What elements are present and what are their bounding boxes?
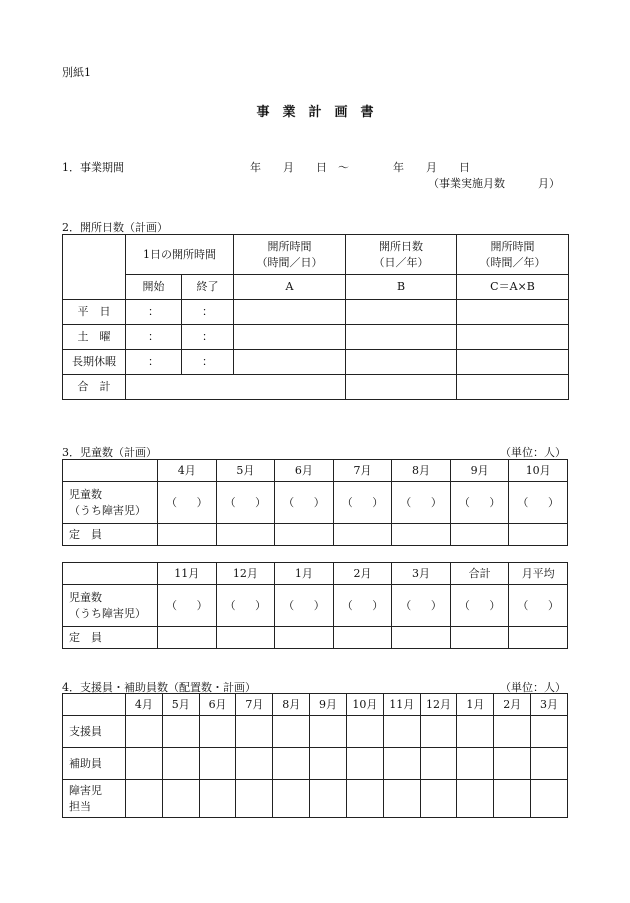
month-header: 10月 [509, 460, 568, 482]
col-b-letter: B [346, 275, 457, 300]
paren-close: ） [489, 495, 501, 509]
children-line2: （うち障害児） [69, 503, 146, 517]
month-header: 11月 [158, 563, 217, 585]
paren-close: ） [548, 598, 559, 612]
input-cell[interactable] [310, 780, 347, 818]
input-cell[interactable] [199, 780, 236, 818]
total-label: 合 計 [63, 375, 126, 400]
disability-label [63, 780, 126, 818]
month-header: 7月 [236, 694, 273, 716]
paren-open: （ [400, 598, 412, 612]
col-a-line2: （時間／日） [256, 255, 323, 269]
table-row [63, 350, 569, 375]
attachment-label: 別紙1 [62, 66, 91, 79]
paren-close: ） [372, 495, 384, 509]
children-line1: 児童数 [69, 590, 102, 604]
input-cell[interactable] [346, 780, 383, 818]
input-cell[interactable] [346, 716, 383, 748]
row-label: 平 日 [63, 300, 126, 325]
month-header: 7月 [333, 460, 392, 482]
input-cell[interactable] [310, 716, 347, 748]
end-header: 終了 [182, 275, 234, 300]
paren-cell[interactable] [392, 585, 451, 627]
table-row [63, 375, 569, 400]
input-cell[interactable] [333, 627, 392, 649]
start-cell[interactable]: ： [126, 325, 182, 350]
paren-open: （ [517, 598, 529, 612]
table-row [63, 524, 568, 546]
paren-cell[interactable] [509, 482, 568, 524]
paren-close: ） [255, 598, 267, 612]
input-cell[interactable] [216, 524, 275, 546]
paren-open: （ [458, 495, 470, 509]
input-cell[interactable] [162, 716, 199, 748]
section2-heading: 2．開所日数（計画） [62, 221, 168, 234]
paren-open: （ [341, 598, 353, 612]
start-cell[interactable]: ： [126, 300, 182, 325]
month-header: 9月 [450, 460, 509, 482]
input-cell[interactable] [346, 350, 457, 375]
input-cell[interactable] [457, 350, 569, 375]
month-header: 2月 [333, 563, 392, 585]
table-row [63, 300, 569, 325]
table-row [63, 325, 569, 350]
paren-open: （ [283, 598, 295, 612]
table-row [63, 716, 568, 748]
paren-cell[interactable] [392, 482, 451, 524]
paren-close: ） [196, 495, 208, 509]
input-cell[interactable] [509, 627, 568, 649]
period-line: 年 月 日 ～ 年 月 日 [250, 161, 470, 174]
corner-cell [63, 694, 126, 716]
input-cell[interactable] [420, 716, 457, 748]
section4-heading: 4．支援員・補助員数（配置数・計画） [62, 681, 256, 694]
paren-close: ） [196, 598, 208, 612]
paren-cell[interactable] [158, 482, 217, 524]
month-header: 10月 [346, 694, 383, 716]
input-cell[interactable] [383, 780, 420, 818]
month-header: 9月 [310, 694, 347, 716]
children-line1: 児童数 [69, 487, 102, 501]
section3-unit: （単位：人） [500, 446, 566, 459]
input-cell[interactable] [273, 748, 310, 780]
paren-open: （ [224, 495, 236, 509]
month-header: 3月 [392, 563, 451, 585]
children-line2: （うち障害児） [69, 606, 146, 620]
input-cell[interactable] [346, 325, 457, 350]
paren-open: （ [166, 495, 177, 509]
corner-cell [63, 235, 126, 300]
col-c-header [457, 235, 569, 275]
month-header: 1月 [457, 694, 494, 716]
section1-heading: 1．事業期間 [62, 161, 124, 174]
input-cell[interactable] [275, 524, 334, 546]
table-row [63, 780, 568, 818]
input-cell[interactable] [273, 780, 310, 818]
input-cell[interactable] [216, 627, 275, 649]
assistant-label: 補助員 [63, 748, 126, 780]
paren-close: ） [313, 598, 325, 612]
row-label: 土 曜 [63, 325, 126, 350]
input-cell[interactable] [457, 748, 494, 780]
month-header: 12月 [420, 694, 457, 716]
input-cell[interactable] [494, 716, 531, 748]
input-cell[interactable] [383, 748, 420, 780]
table-row [63, 748, 568, 780]
input-cell[interactable] [346, 748, 383, 780]
paren-close: ） [313, 495, 325, 509]
paren-cell[interactable] [216, 585, 275, 627]
month-header: 6月 [199, 694, 236, 716]
month-header: 6月 [275, 460, 334, 482]
input-cell[interactable] [494, 748, 531, 780]
input-cell[interactable] [420, 780, 457, 818]
input-cell[interactable] [457, 325, 569, 350]
section4-unit: （単位：人） [500, 681, 566, 694]
total-header: 合計 [450, 563, 509, 585]
paren-cell[interactable] [509, 585, 568, 627]
col-a-letter: A [234, 275, 346, 300]
col-c-line1: 開所時間 [490, 239, 535, 253]
paren-cell[interactable] [275, 585, 334, 627]
table-row [63, 585, 568, 627]
input-cell[interactable] [346, 300, 457, 325]
end-cell[interactable]: ： [182, 325, 234, 350]
col-b-header [346, 235, 457, 275]
input-cell[interactable] [383, 716, 420, 748]
input-cell[interactable] [531, 716, 568, 748]
input-cell[interactable] [531, 780, 568, 818]
page-title: 事 業 計 画 書 [256, 105, 374, 120]
paren-cell[interactable] [450, 482, 509, 524]
paren-cell[interactable] [450, 585, 509, 627]
month-header: 4月 [158, 460, 217, 482]
input-cell[interactable] [162, 748, 199, 780]
month-header: 8月 [273, 694, 310, 716]
paren-open: （ [224, 598, 236, 612]
paren-open: （ [166, 598, 177, 612]
input-cell[interactable] [126, 748, 163, 780]
children-table-2 [62, 562, 568, 649]
month-header: 5月 [216, 460, 275, 482]
disability-line1: 障害児 [69, 783, 102, 797]
input-cell[interactable] [199, 716, 236, 748]
month-header: 8月 [392, 460, 451, 482]
input-cell[interactable] [457, 375, 569, 400]
col-c-letter: C＝A×B [457, 275, 569, 300]
paren-cell[interactable] [333, 585, 392, 627]
paren-close: ） [430, 495, 442, 509]
corner-cell [63, 460, 158, 482]
months-note: （事業実施月数 月） [428, 177, 560, 190]
children-label [63, 585, 158, 627]
col-a-line1: 開所時間 [267, 239, 312, 253]
input-cell[interactable] [234, 325, 346, 350]
input-cell[interactable] [457, 780, 494, 818]
month-header: 2月 [494, 694, 531, 716]
paren-open: （ [283, 495, 295, 509]
table-row [63, 627, 568, 649]
paren-close: ） [489, 598, 501, 612]
children-label [63, 482, 158, 524]
paren-cell[interactable] [216, 482, 275, 524]
input-cell[interactable] [392, 627, 451, 649]
input-cell[interactable] [494, 780, 531, 818]
input-cell[interactable] [236, 716, 273, 748]
input-cell[interactable] [162, 780, 199, 818]
input-cell[interactable] [392, 524, 451, 546]
input-cell[interactable] [450, 524, 509, 546]
input-cell[interactable] [234, 300, 346, 325]
col-b-line1: 開所日数 [379, 239, 423, 253]
table-row [63, 482, 568, 524]
section3-heading: 3．児童数（計画） [62, 446, 157, 459]
end-cell[interactable]: ： [182, 300, 234, 325]
corner-cell [63, 563, 158, 585]
month-header: 1月 [275, 563, 334, 585]
paren-close: ） [372, 598, 384, 612]
input-cell[interactable] [273, 716, 310, 748]
input-cell[interactable] [126, 780, 163, 818]
paren-open: （ [400, 495, 412, 509]
input-cell[interactable] [236, 748, 273, 780]
input-cell[interactable] [531, 748, 568, 780]
input-cell[interactable] [450, 627, 509, 649]
opening-days-table [62, 234, 569, 400]
input-cell[interactable] [126, 375, 346, 400]
disability-line2: 担当 [69, 799, 91, 813]
row-label: 長期休暇 [63, 350, 126, 375]
input-cell[interactable] [234, 350, 346, 375]
input-cell[interactable] [275, 627, 334, 649]
children-table-1 [62, 459, 568, 546]
month-header: 4月 [126, 694, 163, 716]
end-cell[interactable]: ： [182, 350, 234, 375]
paren-close: ） [548, 495, 559, 509]
input-cell[interactable] [310, 748, 347, 780]
input-cell[interactable] [158, 627, 217, 649]
month-header: 5月 [162, 694, 199, 716]
capacity-label: 定 員 [63, 627, 158, 649]
capacity-label: 定 員 [63, 524, 158, 546]
start-header: 開始 [126, 275, 182, 300]
input-cell[interactable] [199, 748, 236, 780]
staff-table [62, 693, 568, 818]
input-cell[interactable] [420, 748, 457, 780]
start-cell[interactable]: ： [126, 350, 182, 375]
paren-cell[interactable] [333, 482, 392, 524]
supporter-label: 支援員 [63, 716, 126, 748]
input-cell[interactable] [346, 375, 457, 400]
input-cell[interactable] [333, 524, 392, 546]
col-a-header [234, 235, 346, 275]
input-cell[interactable] [126, 716, 163, 748]
paren-close: ） [255, 495, 267, 509]
input-cell[interactable] [457, 716, 494, 748]
paren-open: （ [517, 495, 529, 509]
paren-cell[interactable] [158, 585, 217, 627]
col-b-line2: （日／年） [373, 255, 429, 269]
paren-open: （ [341, 495, 353, 509]
paren-close: ） [430, 598, 442, 612]
input-cell[interactable] [236, 780, 273, 818]
input-cell[interactable] [158, 524, 217, 546]
month-header: 12月 [216, 563, 275, 585]
month-header: 11月 [383, 694, 420, 716]
input-cell[interactable] [457, 300, 569, 325]
daily-hours-header: 1日の開所時間 [126, 235, 234, 275]
input-cell[interactable] [509, 524, 568, 546]
month-header: 3月 [531, 694, 568, 716]
average-header: 月平均 [509, 563, 568, 585]
paren-cell[interactable] [275, 482, 334, 524]
col-c-line2: （時間／年） [479, 255, 546, 269]
paren-open: （ [458, 598, 470, 612]
